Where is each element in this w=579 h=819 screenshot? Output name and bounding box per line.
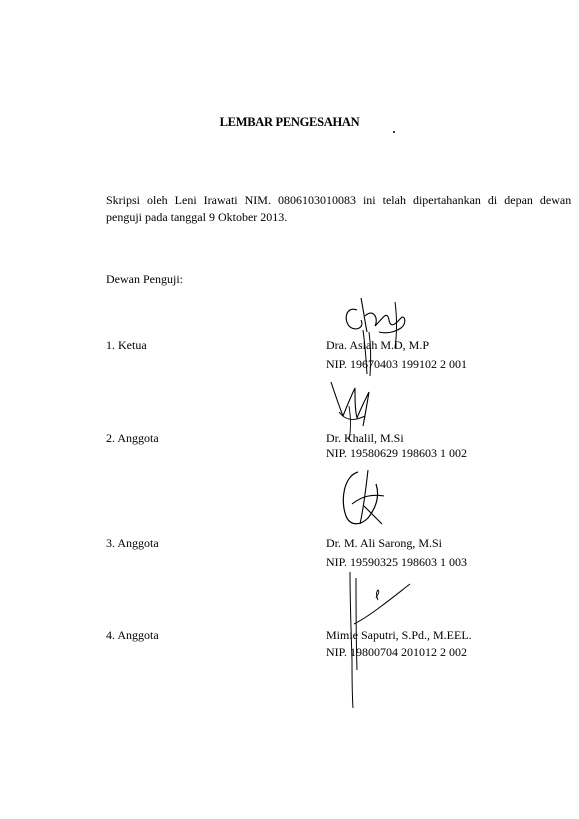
examiner-nip-4: NIP. 19800704 201012 2 002 (326, 645, 468, 659)
page-title: LEMBAR PENGESAHAN (219, 115, 360, 129)
examiner-name-2: Dr. Khalil, M.Si (326, 431, 404, 445)
examiner-name-1: Dra. Asiah M.D, M.P (326, 338, 430, 352)
paragraph-line-2: penguji pada tanggal 9 Oktober 2013. (106, 210, 288, 224)
examiner-name-3: Dr. M. Ali Sarong, M.Si (326, 536, 443, 550)
approval-paragraph (106, 192, 572, 226)
signature-anggota-2 (338, 466, 390, 532)
examiner-role-2: 2. Anggota (106, 431, 159, 445)
paragraph-line-1: Skripsi oleh Leni Irawati NIM. 0806103010083 ini telah dipertahankan di depan dewan (106, 193, 572, 207)
examiner-role-4: 4. Anggota (106, 628, 159, 642)
examiner-nip-2: NIP. 19580629 198603 1 002 (326, 446, 468, 460)
examiner-nip-1: NIP. 19670403 199102 2 001 (326, 357, 468, 371)
panel-label: Dewan Penguji: (106, 272, 183, 286)
examiner-name-4: Mimie Saputri, S.Pd., M.EEL. (326, 628, 472, 642)
stray-mark (393, 131, 395, 133)
examiner-nip-3: NIP. 19590325 198603 1 003 (326, 555, 468, 569)
examiner-role-3: 3. Anggota (106, 536, 159, 550)
examiner-role-1: 1. Ketua (106, 338, 147, 352)
